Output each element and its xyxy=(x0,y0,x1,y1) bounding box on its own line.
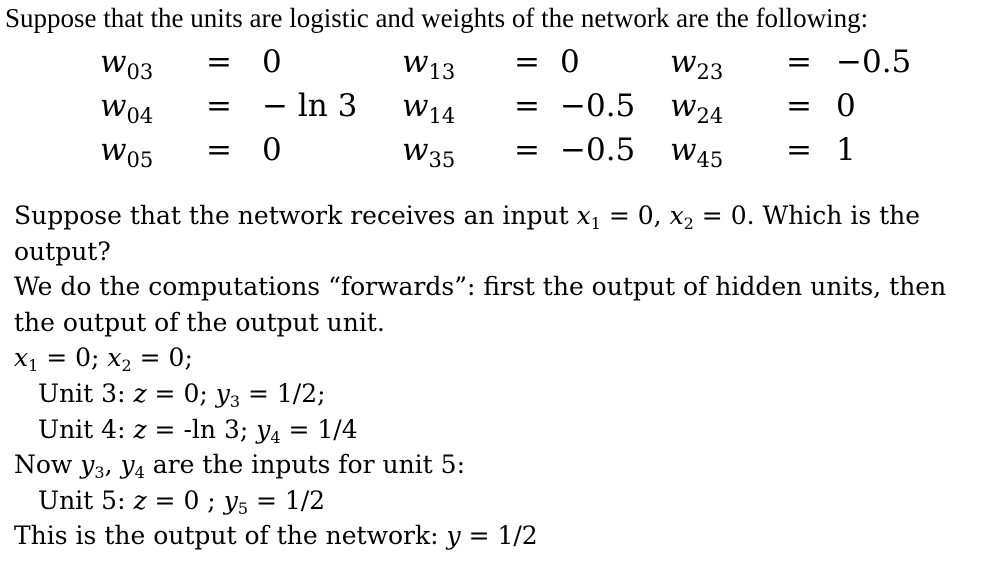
method-line: the output of the output unit. xyxy=(14,307,385,337)
weight-name: $w_{04}$ xyxy=(100,88,154,128)
equals-sign: = xyxy=(514,88,540,124)
inputs-unit-5-line: Now $y_3$, $y_4$ are the inputs for unit 5: xyxy=(14,450,465,483)
weight-value: 0 xyxy=(262,44,282,80)
weights-table xyxy=(100,40,926,172)
weight-value: −0.5 xyxy=(560,88,636,124)
intro-text: Suppose that the units are logistic and weights of the network are the following: xyxy=(5,3,869,33)
unit-3-line: Unit 3: z = 0; $y_3 = 1/2$; xyxy=(38,378,326,411)
weight-value: 0 xyxy=(262,132,282,168)
weight-name: $w_{23}$ xyxy=(670,44,724,84)
weight-name: $w_{03}$ xyxy=(100,44,154,84)
equals-sign: = xyxy=(514,132,540,168)
equals-sign: = xyxy=(786,132,812,168)
weight-value: 1 xyxy=(836,132,856,168)
weights-row xyxy=(100,40,926,84)
weight-name: $w_{24}$ xyxy=(670,88,724,128)
question-line: Suppose that the network receives an input $x_1 = 0$, $x_2 = 0$. Which is the xyxy=(14,201,921,233)
weight-value: −0.5 xyxy=(560,132,636,168)
equals-sign: = xyxy=(206,44,232,80)
unit-4-line: Unit 4: z = -ln 3; $y_4 = 1/4$ xyxy=(38,414,358,447)
weight-name: $w_{45}$ xyxy=(670,132,724,172)
explanation xyxy=(14,198,999,554)
input-line: $x_1 = 0$; $x_2 = 0$; xyxy=(14,343,193,376)
weight-value: 0 xyxy=(560,44,580,80)
equals-sign: = xyxy=(206,132,232,168)
equals-sign: = xyxy=(514,44,540,80)
equals-sign: = xyxy=(206,88,232,124)
weight-value: −0.5 xyxy=(836,44,912,80)
weights-row xyxy=(100,128,926,172)
method-line: We do the computations “forwards”: first the output of hidden units, then xyxy=(14,272,947,302)
weight-value: 0 xyxy=(836,88,856,124)
weight-name: $w_{35}$ xyxy=(402,132,456,172)
result-line: This is the output of the network: y = 1/2 xyxy=(14,521,538,551)
weight-name: $w_{14}$ xyxy=(402,88,456,128)
weights-row xyxy=(100,84,926,128)
weight-value: − ln 3 xyxy=(262,88,358,124)
weight-name: $w_{05}$ xyxy=(100,132,154,172)
equals-sign: = xyxy=(786,44,812,80)
equals-sign: = xyxy=(786,88,812,124)
question-line: output? xyxy=(14,236,111,266)
weight-name: $w_{13}$ xyxy=(402,44,456,84)
unit-5-line: Unit 5: z = 0 ; $y_5 = 1/2$ xyxy=(38,485,326,518)
